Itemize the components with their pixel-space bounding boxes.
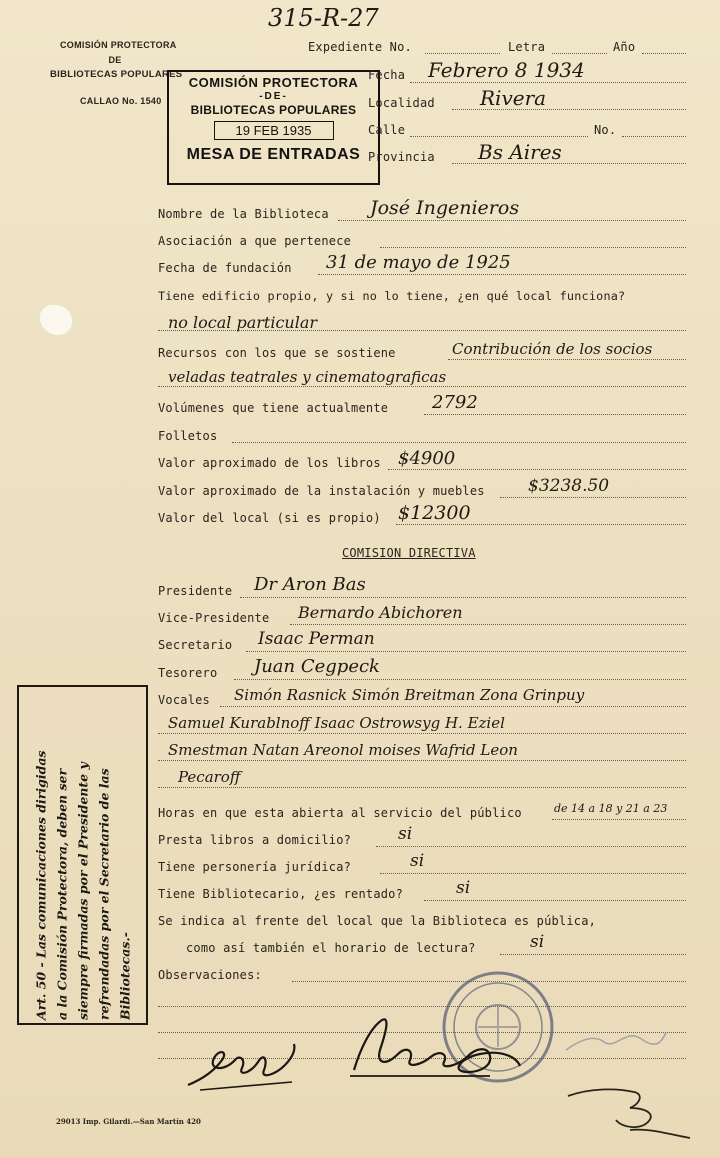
stamp-line1: COMISIÓN PROTECTORA: [188, 75, 359, 90]
personeria-label: Tiene personería jurídica?: [158, 860, 352, 874]
margin-signature: [560, 1078, 700, 1143]
org-address: CALLAO No. 1540: [80, 96, 162, 106]
expediente-label: Expediente No.: [308, 40, 412, 54]
article-line4: refrendadas por el Secretario de las: [96, 768, 111, 1020]
secretario-label: Secretario: [158, 638, 233, 652]
nombre-value: José Ingenieros: [370, 197, 520, 219]
fundacion-value: 31 de mayo de 1925: [326, 252, 511, 273]
domicilio-label: Presta libros a domicilio?: [158, 833, 352, 847]
calle-label: Calle: [368, 123, 406, 137]
file-reference-note: 315-R-27: [268, 4, 379, 32]
provincia-label: Provincia: [368, 150, 435, 164]
edificio-value: no local particular: [168, 313, 318, 332]
org-name-line1: COMISIÓN PROTECTORA: [60, 40, 177, 50]
horas-label: Horas en que esta abierta al servicio del público: [158, 806, 522, 820]
vocales-label: Vocales: [158, 693, 210, 707]
no-label: No.: [594, 123, 617, 137]
secretary-signature: [340, 1010, 530, 1090]
local-label: Valor del local (si es propio): [158, 511, 381, 525]
observaciones-label: Observaciones:: [158, 968, 262, 982]
frente-label-1: Se indica al frente del local que la Biblioteca es pública,: [158, 914, 597, 928]
horas-value: de 14 a 18 y 21 a 23: [554, 802, 668, 815]
vocales-value-2: Samuel Kurablnoff Isaac Ostrowsyg H. Eziel: [168, 714, 505, 732]
article-line3: siempre firmadas por el Presidente y: [75, 762, 90, 1020]
fecha-label: Fecha: [368, 68, 406, 82]
secretario-value: Isaac Perman: [258, 629, 375, 649]
stamp-line2: -DE-: [259, 91, 288, 102]
domicilio-value: si: [398, 824, 413, 844]
vocales-value-3: Smestman Natan Areonol moises Wafrid Leon: [168, 741, 518, 759]
letra-label: Letra: [508, 40, 546, 54]
vice-value: Bernardo Abichoren: [298, 603, 463, 622]
instalacion-value: $3238.50: [528, 476, 610, 496]
local-value: $12300: [398, 502, 471, 524]
printer-imprint: 29013 Imp. Gilardi.—San Martín 420: [56, 1117, 201, 1126]
frente-value: si: [530, 932, 545, 952]
tesorero-label: Tesorero: [158, 666, 218, 680]
localidad-label: Localidad: [368, 96, 435, 110]
folletos-label: Folletos: [158, 429, 218, 443]
vice-label: Vice-Presidente: [158, 611, 270, 625]
frente-label-2: como así también el horario de lectura?: [186, 941, 476, 955]
article-line1: Art. 50 - Las comunicaciones dirigidas: [33, 750, 48, 1020]
article-line2: a la Comisión Protectora, deben ser: [54, 768, 69, 1020]
asociacion-label: Asociación a que pertenece: [158, 234, 352, 248]
vocales-value-1: Simón Rasnick Simón Breitman Zona Grinpuy: [234, 686, 585, 704]
stamp-date: 19 FEB 1935: [214, 121, 334, 140]
tesorero-value: Juan Cegpeck: [254, 656, 380, 677]
personeria-value: si: [410, 851, 425, 871]
article-50-notice: [17, 685, 148, 1025]
stamp-line3: BIBLIOTECAS POPULARES: [190, 103, 357, 117]
instalacion-label: Valor aproximado de la instalación y muebles: [158, 484, 485, 498]
stamp-line4: MESA DE ENTRADAS: [186, 146, 361, 163]
anio-label: Año: [613, 40, 636, 54]
article-line5: Bibliotecas.-: [117, 932, 132, 1020]
libros-value: $4900: [398, 448, 456, 469]
faint-signature: [560, 1020, 670, 1070]
fecha-value: Febrero 8 1934: [428, 58, 585, 82]
volumenes-label: Volúmenes que tiene actualmente: [158, 401, 389, 415]
paper-tear: [40, 305, 72, 335]
comision-title: COMISION DIRECTIVA: [342, 546, 476, 560]
org-name-line3: BIBLIOTECAS POPULARES: [50, 69, 183, 80]
bibliotecario-value: si: [456, 878, 471, 898]
vocales-value-4: Pecaroff: [178, 768, 241, 786]
volumenes-value: 2792: [432, 392, 478, 413]
nombre-label: Nombre de la Biblioteca: [158, 207, 329, 221]
president-signature: [180, 1030, 310, 1100]
reception-stamp: [167, 70, 380, 185]
org-name-line2: DE: [108, 55, 122, 65]
localidad-value: Rivera: [480, 86, 547, 110]
libros-label: Valor aproximado de los libros: [158, 456, 381, 470]
bibliotecario-label: Tiene Bibliotecario, ¿es rentado?: [158, 887, 404, 901]
edificio-label: Tiene edificio propio, y si no lo tiene, ¿en qué local funciona?: [158, 289, 626, 303]
fundacion-label: Fecha de fundación: [158, 261, 292, 275]
recursos-value-2: veladas teatrales y cinematograficas: [168, 368, 447, 386]
presidente-label: Presidente: [158, 584, 233, 598]
presidente-value: Dr Aron Bas: [254, 574, 366, 595]
recursos-value-1: Contribución de los socios: [452, 340, 653, 358]
provincia-value: Bs Aires: [478, 140, 562, 164]
recursos-label: Recursos con los que se sostiene: [158, 346, 396, 360]
